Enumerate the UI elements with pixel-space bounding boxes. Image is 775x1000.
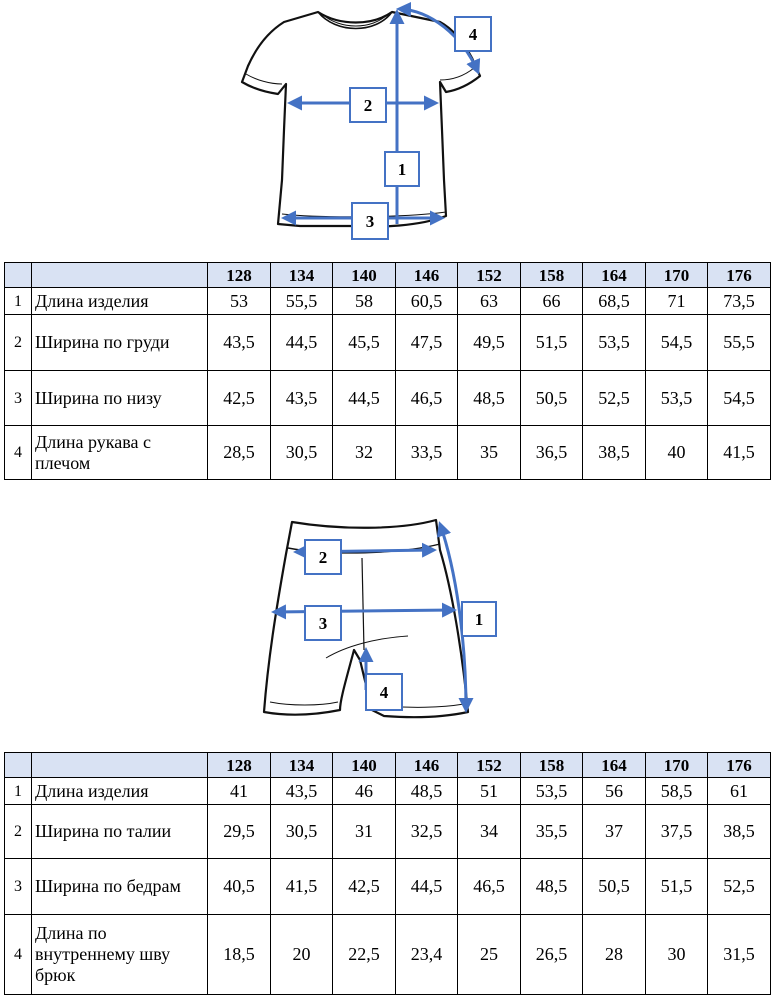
table-row xyxy=(5,859,771,915)
measure-name: Ширина по бедрам xyxy=(32,859,208,915)
value-cell: 32,5 xyxy=(396,805,458,859)
table-header-row xyxy=(5,263,771,288)
tshirt-label-2 xyxy=(350,88,386,122)
size-header: 146 xyxy=(396,263,458,288)
svg-text:1: 1 xyxy=(474,610,484,629)
size-header: 170 xyxy=(646,753,708,778)
shorts-label-3 xyxy=(305,606,341,640)
size-header: 128 xyxy=(208,263,271,288)
svg-text:2: 2 xyxy=(363,96,373,115)
measure-name: Длина по внутреннему шву брюк xyxy=(32,915,208,995)
shorts-diagram xyxy=(0,510,775,730)
shorts-label-1 xyxy=(462,602,496,636)
value-cell: 38,5 xyxy=(583,426,646,480)
value-cell: 55,5 xyxy=(708,315,771,371)
measure-name: Длина изделия xyxy=(32,778,208,805)
value-cell: 20 xyxy=(271,915,333,995)
value-cell: 63 xyxy=(458,288,521,315)
value-cell: 46 xyxy=(333,778,396,805)
value-cell: 42,5 xyxy=(208,371,271,426)
row-number: 2 xyxy=(5,315,32,371)
value-cell: 41 xyxy=(208,778,271,805)
tshirt-diagram xyxy=(0,0,775,250)
value-cell: 32 xyxy=(333,426,396,480)
value-cell: 38,5 xyxy=(708,805,771,859)
value-cell: 53,5 xyxy=(646,371,708,426)
value-cell: 51 xyxy=(458,778,521,805)
value-cell: 40 xyxy=(646,426,708,480)
table-row xyxy=(5,426,771,480)
shorts-label-2 xyxy=(305,540,341,574)
row-number: 3 xyxy=(5,371,32,426)
size-header: 140 xyxy=(333,263,396,288)
row-number: 4 xyxy=(5,915,32,995)
value-cell: 50,5 xyxy=(583,859,646,915)
value-cell: 53 xyxy=(208,288,271,315)
svg-text:2: 2 xyxy=(318,548,328,567)
value-cell: 48,5 xyxy=(458,371,521,426)
value-cell: 36,5 xyxy=(521,426,583,480)
value-cell: 44,5 xyxy=(396,859,458,915)
value-cell: 53,5 xyxy=(583,315,646,371)
size-header: 164 xyxy=(583,753,646,778)
value-cell: 29,5 xyxy=(208,805,271,859)
value-cell: 60,5 xyxy=(396,288,458,315)
header-corner xyxy=(32,263,208,288)
value-cell: 49,5 xyxy=(458,315,521,371)
value-cell: 54,5 xyxy=(646,315,708,371)
value-cell: 18,5 xyxy=(208,915,271,995)
value-cell: 30,5 xyxy=(271,426,333,480)
value-cell: 55,5 xyxy=(271,288,333,315)
size-header: 152 xyxy=(458,263,521,288)
value-cell: 44,5 xyxy=(333,371,396,426)
value-cell: 58 xyxy=(333,288,396,315)
value-cell: 43,5 xyxy=(271,371,333,426)
size-header: 170 xyxy=(646,263,708,288)
size-header: 134 xyxy=(271,263,333,288)
value-cell: 51,5 xyxy=(646,859,708,915)
shorts-size-table xyxy=(4,752,771,995)
value-cell: 34 xyxy=(458,805,521,859)
value-cell: 43,5 xyxy=(208,315,271,371)
value-cell: 33,5 xyxy=(396,426,458,480)
table-row xyxy=(5,805,771,859)
tshirt-label-3 xyxy=(352,203,388,239)
value-cell: 40,5 xyxy=(208,859,271,915)
value-cell: 48,5 xyxy=(521,859,583,915)
value-cell: 43,5 xyxy=(271,778,333,805)
shorts-label-4 xyxy=(366,674,402,710)
row-number: 3 xyxy=(5,859,32,915)
value-cell: 22,5 xyxy=(333,915,396,995)
value-cell: 48,5 xyxy=(396,778,458,805)
row-number: 1 xyxy=(5,778,32,805)
value-cell: 50,5 xyxy=(521,371,583,426)
size-header: 158 xyxy=(521,263,583,288)
size-header: 176 xyxy=(708,263,771,288)
value-cell: 26,5 xyxy=(521,915,583,995)
value-cell: 31 xyxy=(333,805,396,859)
size-header: 146 xyxy=(396,753,458,778)
size-header: 128 xyxy=(208,753,271,778)
table-row xyxy=(5,288,771,315)
table-row xyxy=(5,778,771,805)
value-cell: 56 xyxy=(583,778,646,805)
header-corner xyxy=(5,753,32,778)
value-cell: 44,5 xyxy=(271,315,333,371)
table-row xyxy=(5,915,771,995)
row-number: 1 xyxy=(5,288,32,315)
value-cell: 66 xyxy=(521,288,583,315)
value-cell: 73,5 xyxy=(708,288,771,315)
value-cell: 47,5 xyxy=(396,315,458,371)
value-cell: 28,5 xyxy=(208,426,271,480)
value-cell: 30,5 xyxy=(271,805,333,859)
table-row xyxy=(5,315,771,371)
value-cell: 68,5 xyxy=(583,288,646,315)
measure-name: Ширина по груди xyxy=(32,315,208,371)
value-cell: 35,5 xyxy=(521,805,583,859)
value-cell: 31,5 xyxy=(708,915,771,995)
value-cell: 61 xyxy=(708,778,771,805)
measure-name: Длина изделия xyxy=(32,288,208,315)
value-cell: 54,5 xyxy=(708,371,771,426)
measure-name: Длина рукава с плечом xyxy=(32,426,208,480)
value-cell: 46,5 xyxy=(458,859,521,915)
value-cell: 41,5 xyxy=(271,859,333,915)
svg-text:4: 4 xyxy=(468,25,478,44)
svg-text:1: 1 xyxy=(397,160,407,179)
measure-name: Ширина по низу xyxy=(32,371,208,426)
tshirt-label-1 xyxy=(385,152,419,186)
svg-text:4: 4 xyxy=(379,683,389,702)
value-cell: 28 xyxy=(583,915,646,995)
header-corner xyxy=(5,263,32,288)
tshirt-label-4 xyxy=(455,17,491,51)
value-cell: 53,5 xyxy=(521,778,583,805)
value-cell: 42,5 xyxy=(333,859,396,915)
value-cell: 52,5 xyxy=(583,371,646,426)
table-header-row xyxy=(5,753,771,778)
value-cell: 46,5 xyxy=(396,371,458,426)
value-cell: 52,5 xyxy=(708,859,771,915)
measure-name: Ширина по талии xyxy=(32,805,208,859)
value-cell: 30 xyxy=(646,915,708,995)
value-cell: 45,5 xyxy=(333,315,396,371)
value-cell: 35 xyxy=(458,426,521,480)
value-cell: 37 xyxy=(583,805,646,859)
value-cell: 58,5 xyxy=(646,778,708,805)
size-header: 164 xyxy=(583,263,646,288)
size-header: 134 xyxy=(271,753,333,778)
tshirt-size-table xyxy=(4,262,771,480)
svg-text:3: 3 xyxy=(318,614,328,633)
size-header: 158 xyxy=(521,753,583,778)
table-row xyxy=(5,371,771,426)
value-cell: 41,5 xyxy=(708,426,771,480)
value-cell: 71 xyxy=(646,288,708,315)
value-cell: 23,4 xyxy=(396,915,458,995)
row-number: 2 xyxy=(5,805,32,859)
row-number: 4 xyxy=(5,426,32,480)
svg-text:3: 3 xyxy=(365,212,375,231)
value-cell: 25 xyxy=(458,915,521,995)
size-header: 140 xyxy=(333,753,396,778)
value-cell: 37,5 xyxy=(646,805,708,859)
value-cell: 51,5 xyxy=(521,315,583,371)
header-corner xyxy=(32,753,208,778)
size-header: 152 xyxy=(458,753,521,778)
size-header: 176 xyxy=(708,753,771,778)
